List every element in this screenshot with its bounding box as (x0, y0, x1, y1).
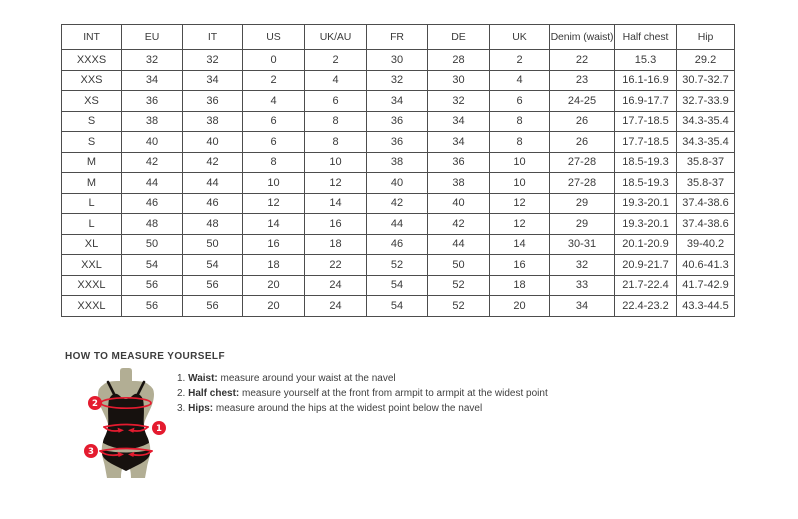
table-cell: 16 (305, 214, 367, 235)
table-cell: 46 (183, 193, 243, 214)
table-cell: 44 (183, 173, 243, 194)
table-cell: 4 (490, 70, 550, 91)
table-cell: 46 (122, 193, 183, 214)
size-chart (61, 24, 735, 317)
table-cell: 24 (305, 275, 367, 296)
table-cell: 6 (243, 132, 305, 153)
table-cell: S (62, 111, 122, 132)
table-cell: 12 (305, 173, 367, 194)
table-cell: 56 (183, 275, 243, 296)
table-row (62, 275, 735, 296)
table-cell: 27-28 (550, 173, 615, 194)
measure-heading: HOW TO MEASURE YOURSELF (65, 351, 225, 362)
table-cell: 37.4-38.6 (677, 214, 735, 235)
table-cell: 29.2 (677, 50, 735, 71)
table-cell: 18 (490, 275, 550, 296)
table-row (62, 152, 735, 173)
badge-waist (152, 421, 166, 435)
table-cell: XS (62, 91, 122, 112)
table-cell: 4 (305, 70, 367, 91)
table-cell: 37.4-38.6 (677, 193, 735, 214)
table-cell: 36 (183, 91, 243, 112)
table-cell: 6 (490, 91, 550, 112)
table-cell: 10 (305, 152, 367, 173)
table-cell: 15.3 (615, 50, 677, 71)
table-cell: 20 (243, 296, 305, 317)
table-cell: 21.7-22.4 (615, 275, 677, 296)
table-cell: 22 (550, 50, 615, 71)
table-cell: 29 (550, 214, 615, 235)
table-row (62, 193, 735, 214)
table-cell: 22 (305, 255, 367, 276)
measure-figure-illustration (80, 366, 176, 484)
column-header: Denim (waist) (550, 25, 615, 50)
table-row (62, 234, 735, 255)
column-header: UK/AU (305, 25, 367, 50)
table-cell: 40 (122, 132, 183, 153)
table-cell: 34 (122, 70, 183, 91)
table-cell: 12 (490, 193, 550, 214)
table-cell: 16 (490, 255, 550, 276)
table-cell: 33 (550, 275, 615, 296)
table-cell: 42 (428, 214, 490, 235)
measure-step: 1. Waist: measure around your waist at the navel (177, 373, 396, 384)
table-cell: 8 (305, 132, 367, 153)
table-cell: 2 (490, 50, 550, 71)
table-cell: 36 (367, 111, 428, 132)
table-cell: 14 (490, 234, 550, 255)
table-cell: 26 (550, 111, 615, 132)
table-cell: 23 (550, 70, 615, 91)
table-cell: M (62, 152, 122, 173)
table-cell: 52 (367, 255, 428, 276)
table-cell: 32 (122, 50, 183, 71)
measure-steps (177, 371, 548, 416)
table-cell: 30 (367, 50, 428, 71)
table-cell: 6 (305, 91, 367, 112)
table-cell: 48 (183, 214, 243, 235)
column-header: EU (122, 25, 183, 50)
table-cell: 34 (428, 111, 490, 132)
table-cell: L (62, 214, 122, 235)
table-cell: 2 (305, 50, 367, 71)
table-cell: 16.1-16.9 (615, 70, 677, 91)
table-row (62, 70, 735, 91)
table-cell: 36 (122, 91, 183, 112)
table-cell: 39-40.2 (677, 234, 735, 255)
column-header: FR (367, 25, 428, 50)
table-cell: 43.3-44.5 (677, 296, 735, 317)
table-cell: S (62, 132, 122, 153)
table-cell: 32 (550, 255, 615, 276)
table-row (62, 50, 735, 71)
table-cell: 44 (367, 214, 428, 235)
table-cell: L (62, 193, 122, 214)
column-header: US (243, 25, 305, 50)
badge-chest (88, 396, 102, 410)
table-cell: 28 (428, 50, 490, 71)
table-cell: 56 (122, 275, 183, 296)
table-cell: XXXL (62, 275, 122, 296)
table-cell: 32 (183, 50, 243, 71)
table-cell: 32 (428, 91, 490, 112)
table-row (62, 296, 735, 317)
table-cell: XXL (62, 255, 122, 276)
table-cell: 42 (122, 152, 183, 173)
table-cell: 20.9-21.7 (615, 255, 677, 276)
table-cell: 38 (183, 111, 243, 132)
table-cell: 34 (550, 296, 615, 317)
measure-step: 3. Hips: measure around the hips at the widest point below the navel (177, 403, 483, 414)
table-cell: 50 (428, 255, 490, 276)
table-cell: 22.4-23.2 (615, 296, 677, 317)
table-cell: 38 (122, 111, 183, 132)
table-cell: 44 (122, 173, 183, 194)
column-header: UK (490, 25, 550, 50)
table-cell: 35.8-37 (677, 152, 735, 173)
table-row (62, 214, 735, 235)
table-cell: 36 (367, 132, 428, 153)
table-cell: 24 (305, 296, 367, 317)
badge-chest-number: 2 (92, 399, 98, 410)
table-cell: 54 (122, 255, 183, 276)
table-cell: 6 (243, 111, 305, 132)
table-cell: 54 (367, 275, 428, 296)
table-cell: 8 (243, 152, 305, 173)
table-cell: 50 (122, 234, 183, 255)
table-cell: 38 (367, 152, 428, 173)
table-cell: 48 (122, 214, 183, 235)
table-cell: 34.3-35.4 (677, 111, 735, 132)
table-cell: 24-25 (550, 91, 615, 112)
table-cell: 42 (367, 193, 428, 214)
table-cell: 40 (367, 173, 428, 194)
table-cell: 8 (305, 111, 367, 132)
table-cell: 38 (428, 173, 490, 194)
table-cell: 44 (428, 234, 490, 255)
table-cell: 54 (183, 255, 243, 276)
table-row (62, 132, 735, 153)
table-cell: 17.7-18.5 (615, 132, 677, 153)
table-cell: 0 (243, 50, 305, 71)
table-cell: 10 (490, 173, 550, 194)
table-row (62, 173, 735, 194)
table-cell: 34 (428, 132, 490, 153)
table-cell: 26 (550, 132, 615, 153)
table-cell: 41.7-42.9 (677, 275, 735, 296)
table-cell: 32.7-33.9 (677, 91, 735, 112)
badge-waist-number: 1 (156, 424, 162, 435)
table-cell: 19.3-20.1 (615, 193, 677, 214)
table-cell: 34.3-35.4 (677, 132, 735, 153)
table-cell: XXXS (62, 50, 122, 71)
table-cell: 29 (550, 193, 615, 214)
column-header: IT (183, 25, 243, 50)
table-cell: 4 (243, 91, 305, 112)
table-cell: 19.3-20.1 (615, 214, 677, 235)
measure-step: 2. Half chest: measure yourself at the front from armpit to armpit at the widest point (177, 388, 548, 399)
table-cell: 8 (490, 111, 550, 132)
table-row (62, 91, 735, 112)
table-cell: 16.9-17.7 (615, 91, 677, 112)
table-cell: 52 (428, 275, 490, 296)
table-cell: 52 (428, 296, 490, 317)
table-cell: 30 (428, 70, 490, 91)
table-cell: 12 (243, 193, 305, 214)
column-header: Hip (677, 25, 735, 50)
table-cell: 40.6-41.3 (677, 255, 735, 276)
table-cell: 27-28 (550, 152, 615, 173)
table-cell: 46 (367, 234, 428, 255)
size-table-body (62, 50, 735, 317)
table-cell: 2 (243, 70, 305, 91)
column-header: Half chest (615, 25, 677, 50)
table-cell: 36 (428, 152, 490, 173)
table-cell: 40 (183, 132, 243, 153)
table-cell: 18.5-19.3 (615, 152, 677, 173)
table-cell: 30.7-32.7 (677, 70, 735, 91)
table-row (62, 111, 735, 132)
table-cell: 32 (367, 70, 428, 91)
table-cell: 14 (243, 214, 305, 235)
table-cell: 50 (183, 234, 243, 255)
table-cell: 18 (243, 255, 305, 276)
table-cell: 18 (305, 234, 367, 255)
table-cell: 56 (183, 296, 243, 317)
table-cell: 10 (490, 152, 550, 173)
table-cell: 42 (183, 152, 243, 173)
table-cell: 34 (183, 70, 243, 91)
table-cell: XXS (62, 70, 122, 91)
table-cell: 56 (122, 296, 183, 317)
table-cell: 20 (490, 296, 550, 317)
table-cell: 30-31 (550, 234, 615, 255)
size-table-header-row (62, 25, 735, 50)
table-cell: XXXL (62, 296, 122, 317)
table-cell: 54 (367, 296, 428, 317)
column-header: DE (428, 25, 490, 50)
size-table (61, 24, 735, 317)
table-cell: 35.8-37 (677, 173, 735, 194)
table-cell: 40 (428, 193, 490, 214)
table-row (62, 255, 735, 276)
table-cell: 34 (367, 91, 428, 112)
badge-hips-number: 3 (88, 447, 94, 458)
table-cell: 17.7-18.5 (615, 111, 677, 132)
table-cell: M (62, 173, 122, 194)
column-header: INT (62, 25, 122, 50)
table-cell: 20.1-20.9 (615, 234, 677, 255)
table-cell: 14 (305, 193, 367, 214)
table-cell: 20 (243, 275, 305, 296)
table-cell: 10 (243, 173, 305, 194)
badge-hips (84, 444, 98, 458)
table-cell: 16 (243, 234, 305, 255)
table-cell: XL (62, 234, 122, 255)
table-cell: 12 (490, 214, 550, 235)
table-cell: 8 (490, 132, 550, 153)
table-cell: 18.5-19.3 (615, 173, 677, 194)
